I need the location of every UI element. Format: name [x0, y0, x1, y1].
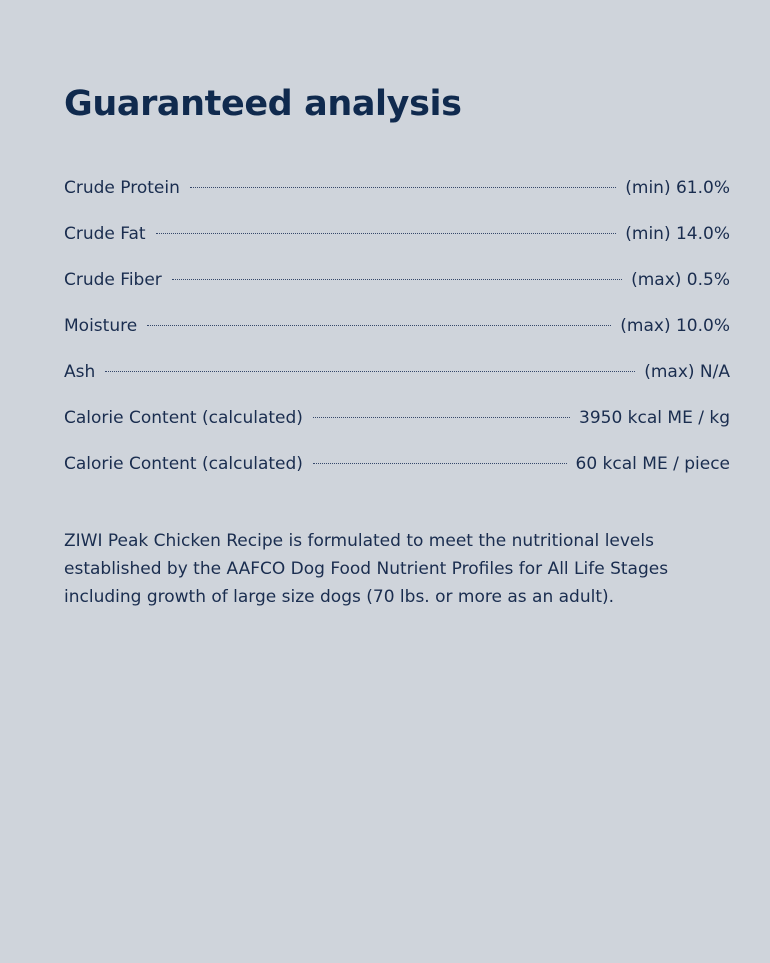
row-value: 60 kcal ME / piece	[575, 454, 730, 474]
row-value: 3950 kcal ME / kg	[579, 408, 730, 428]
analysis-row-ash	[64, 358, 730, 404]
dotted-leader	[313, 463, 567, 464]
row-label: Crude Fat	[64, 224, 146, 244]
row-label: Calorie Content (calculated)	[64, 454, 303, 474]
row-label: Crude Protein	[64, 178, 180, 198]
row-value: (max) N/A	[644, 362, 730, 382]
analysis-row-calorie-per-piece	[64, 450, 730, 496]
row-value: (min) 14.0%	[625, 224, 730, 244]
dotted-leader	[190, 187, 616, 188]
row-value: (max) 0.5%	[631, 270, 730, 290]
row-value: (max) 10.0%	[620, 316, 730, 336]
dotted-leader	[313, 417, 570, 418]
dotted-leader	[105, 371, 635, 372]
dotted-leader	[172, 279, 622, 280]
row-label: Moisture	[64, 316, 138, 336]
dotted-leader	[156, 233, 617, 234]
analysis-row-crude-protein	[64, 174, 730, 220]
row-label: Ash	[64, 362, 96, 382]
dotted-leader	[147, 325, 611, 326]
row-label: Crude Fiber	[64, 270, 162, 290]
analysis-row-calorie-per-kg	[64, 404, 730, 450]
aafco-statement: ZIWI Peak Chicken Recipe is formulated to meet the nutritional levels established by the AAFCO Dog Food Nutrient Profiles for All Life Stages including growth of large size dogs (70 lbs. or more as an adult).	[64, 531, 669, 607]
row-value: (min) 61.0%	[625, 178, 730, 198]
analysis-row-crude-fat	[64, 220, 730, 266]
analysis-row-moisture	[64, 312, 730, 358]
page-title: Guaranteed analysis	[64, 84, 462, 124]
analysis-row-crude-fiber	[64, 266, 730, 312]
row-label: Calorie Content (calculated)	[64, 408, 303, 428]
analysis-table	[64, 174, 730, 496]
